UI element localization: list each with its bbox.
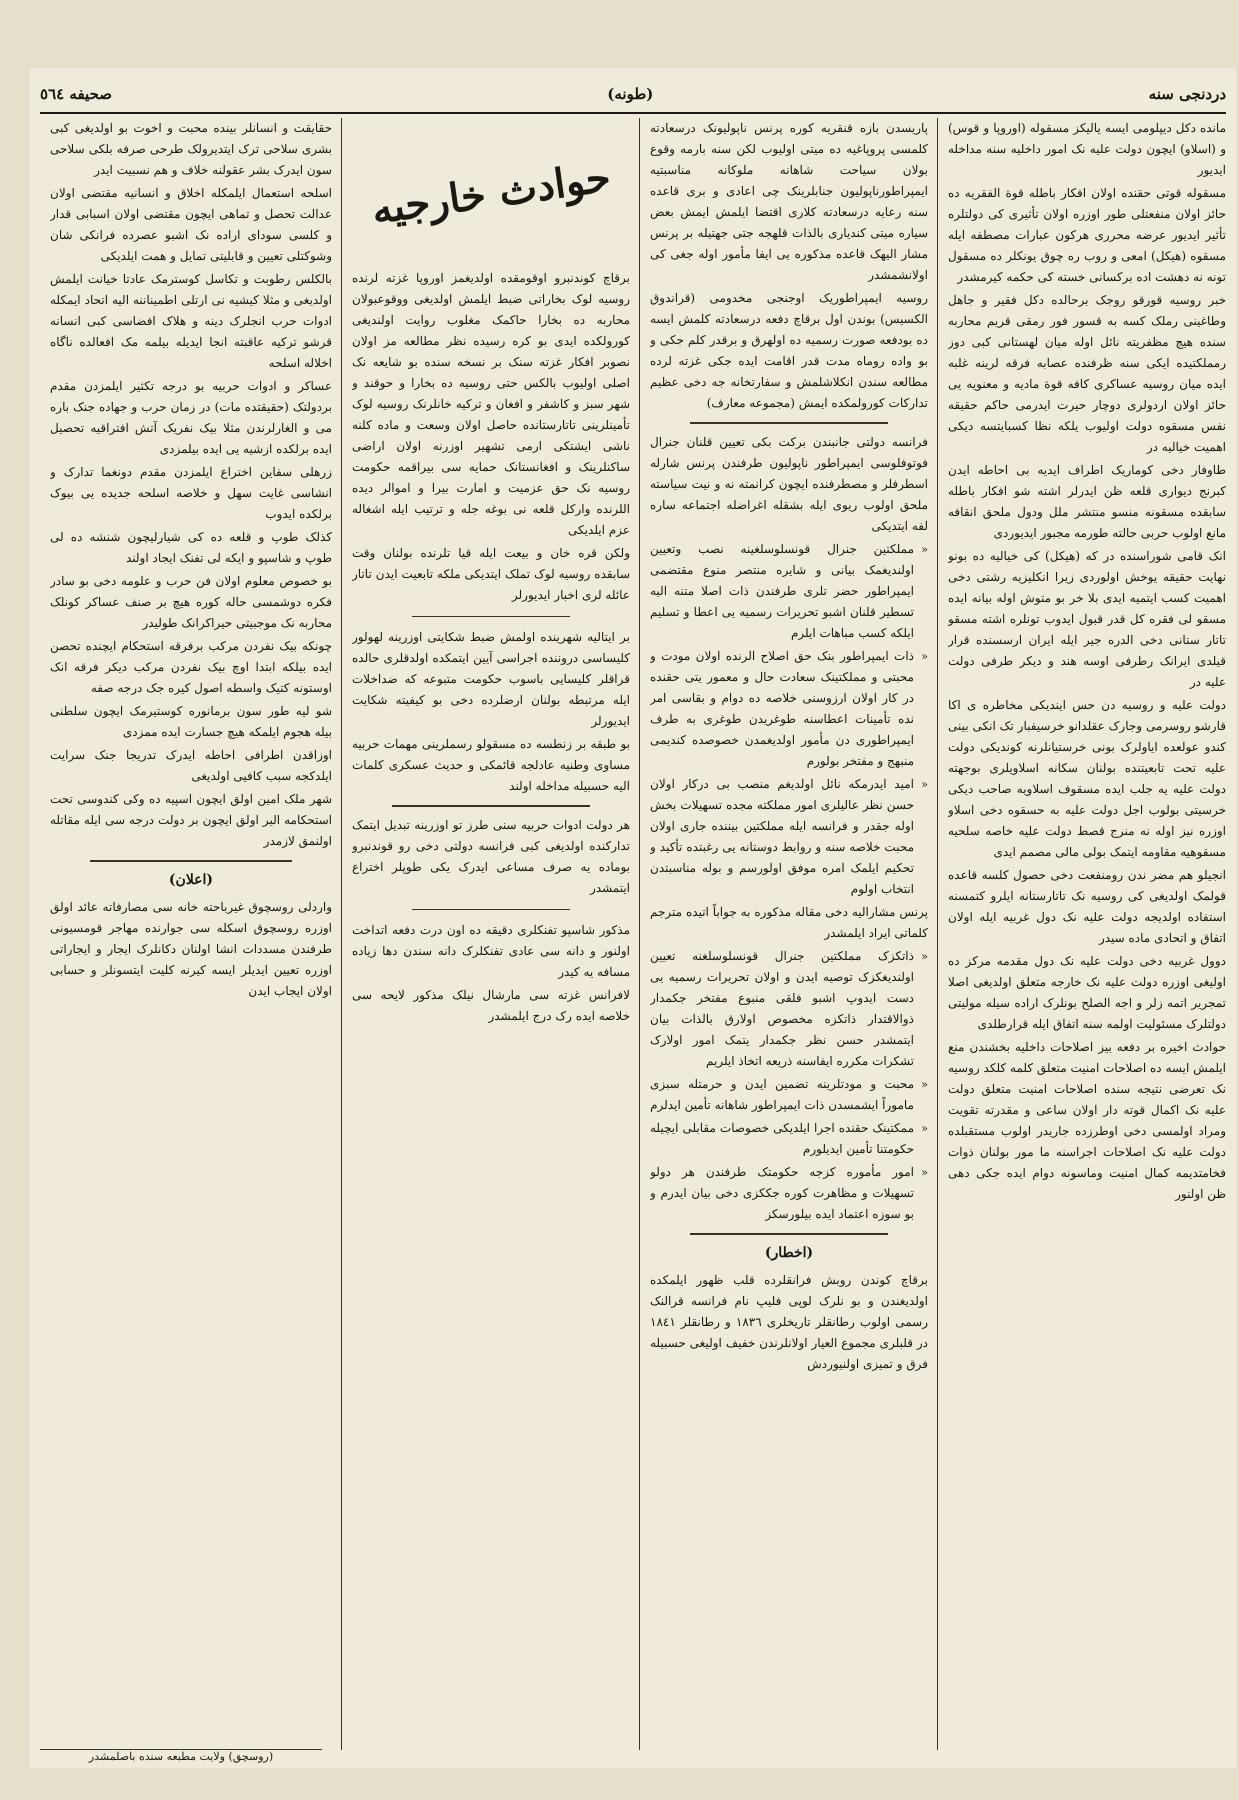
col3-paragraph: لافرانس غزته سی مارشال نیلک مذکور لایحه سی خلاصه ایده رک درج ایلمشدر [352, 988, 630, 1023]
col3-paragraph: مذکور شاسپو تفنکلری دقیقه ده اون درت دفعه اتداخت اولنور و دانه سی عادی تفنکلرک دانه سندن دها زیاده مسافه یه کیدر [352, 923, 630, 979]
column-4 [50, 118, 332, 1750]
quoted-text: محبت و مودتلرینه تضمین ایدن و حرمتله سبزی ماموراً ایشمسدن ذات ایمپراطور شاهانه تأمین ایدلرم [650, 1077, 914, 1112]
col4-paragraph: اوزاقدن اطرافی احاطه ایدرک تدریجا جنک سرایت ایلدکجه سبب کافیی اولدیغی [50, 748, 332, 783]
col4-paragraph: بالکلس رطوبت و تکاسل کوسترمک عادتا خیانت ایلمش اولدیغی و مثلا کیشیه نی ارتلی اطمیناننه الیه اتحاد ایمکله ادوات حرب انجلرک دینه و هلاک افضاسی کبی انسانه قرشو ترکیه عاقبته انجا ایدیله بیلمه مک افعالده ناگاه اخلاله اسلحه [50, 272, 332, 370]
quoted-text: ذاتکزک مملکتین جنرال قونسلوسلغنه تعیین اولندیغکزک توصیه ایدن و اولان تحریرات رسمیه یی دست ایدوپ اشبو فلقی منبوع مفتخر جکمدار ذوالاقتدار ذاتکزه مخصوص اولارق بالذات بیان ایتمشدر حسن نظر جکمدار یتمک امور اولارک تشکرات مکرره ایفاسنه ذریعه اتخاذ ایلریم [650, 949, 914, 1068]
col4-paragraph: کذلک طوپ و قلعه ده کی شیارلیچون شنشه ده لی طوپ و شاسپو و ایکه لی تفنک ایجاد اولند [50, 530, 332, 565]
section-masthead [352, 118, 630, 268]
col3-paragraph: بر ایتالیه شهرینده اولمش ضبط شکایتی اوزرینه لهولور کلیساسی دروننده اجراسی آیین ایتمکده اولدقلری حالده قراقلر کلیسایی باسوب حکومت متبوعه که ضداخلات ایله مرتبطه بولنان ارضلرده دخی بو کیفیته شکایت ایدیورلر [352, 630, 630, 728]
quoted-text: امید ایدرمکه نائل اولدیغم منصب بی درکار اولان حسن نظر عالیلری امور مملکته مجده تسهیلات بخش اوله جقدر و فرانسه ایله مملکتین بیننده جاری اولان محبت خلاصه سنه و روابط دوستانه یی رغبتده تأکید و تحکیم ایلمک امره موفق اولورسم و بوله مناسبتدن انتخاب اولوم [650, 777, 914, 896]
header-right-label: دردنجی سنه [1148, 85, 1226, 103]
section-divider [690, 1233, 888, 1235]
col2-paragraph: پاریسدن بازه قنقریه کوره پرنس ناپولیونک درسعادته کلمسی پروپاغیه ده میتی اولیوب لکن سنه بارمه وقوع بولان سیاحت شاهانه ملوکانه مناسبتیه ایمپراطورناپولیون جنابلرینک چی اعادی و بری قاعده سنه رعایه درسعادته کلاری اقتضا ایلمش ایمش بعض سیاره میتی کندیاری بالذات قلهجه جتی جهتیله بر پرنس مشار الیهک قاعده مذکوره یی ایفا مأمور اوله جغی کی اولانشمشدر [650, 121, 928, 282]
column-3 [352, 118, 630, 1750]
col4-paragraph: اسلحه استعمال ایلمکله اخلاق و انسانیه مقتضی اولان عدالت تحصل و تماهی ایچون مقتضی اولان اسبابی قدار و کلسی سودای اراده نک اشبو عصرده فرانکی شان وشوکتلی تعیین و قابلیتی تمایل و همت ایلدیکی [50, 186, 332, 263]
col1-paragraph: حوادث اخیره بر دفعه بیز اصلاحات داخلیه بخشندن منع ایلمش ایسه ده اصلاحات امنیت متعلق کلمه کلکد روسیه نک تعرضی نتیجه سنده اصلاحات امنیت متعلق دولت علیه نک اکمال قوته دار اولان ساعی و مقدرته تقویت ومراد اولمسی دخی اوطرزده جاریدر اولوب مستقبلده دولت علیه نک اصلاحات اجراسنه ما مور بولنان ذوات فخامتدیمه کمال امنیت وماسونه دوام ایده جکی دهی ظن اولنور [948, 1040, 1226, 1201]
col4-paragraph: زرهلی سفاین اختراع ایلمزدن مقدم دونغما تدارک و انشاسی غایت سهل و خلاصه اسلحه جدیده یی بیوک برلکده ایدوب [50, 465, 332, 521]
col1-paragraph: دوول غربیه دخی دولت علیه نک دول مقدمه مرکز ده اولیغی اوزره دولت علیه نک خارجه متعلق اولدیغی اصلا تمجریر اتمه زلر و اجه الصلح بونلرک اراده سیله مولیتی دولتلرک مسئولیت اولمه سنه اتفاق ایله قرارطلدی [948, 954, 1226, 1031]
column-divider [639, 118, 640, 1750]
col1-paragraph: مسقوله قوتی حقنده اولان افکار باطله قوة الفقریه ده حائز اولان منفعتلی طور اوزره اولان تأثیری کی دولتلره تأثیر ایدیور عرضه محرری هرکون عبارات مصطفه ایله مسقوه (هیکل) امعی و روب ره چوق یونکلر ده مسقول تونه نه دهشت اده برکسانی خسته کی حکمه کیرمشدر [948, 186, 1226, 284]
quote-mark-icon: « [921, 1122, 928, 1135]
masthead-title: حوادث خارجیه [368, 153, 614, 233]
quoted-text: امور مأموره کزجه حکومتک طرفندن هر دولو تسهیلات و مظاهرت کوره جککزی دخی بیان ایدرم و بو سوزه اعتماد ایده بیلورسکز [650, 1165, 914, 1221]
col2-paragraph: فرانسه دولتی جانبندن برکت بکی تعیین قلنان جنرال فوتوفلوسی ایمپراطور ناپولیون طرفندن پرنس شارله اسطرفلر و مصطرفنده ایچون کرانمته نه و نیت سیاسته ملحق اولوب ریوی ایله بشقله اغراضله اجتماعه ساره لفه ایتدیکی [650, 435, 928, 533]
col3-paragraph: ولکن قره خان و بیعت ایله قیا تلرنده بولنان وقت سابقده روسیه لوک تملک ایتدیکی ملکه تابعیت ایدن تاتار عائله لری اخبار ایدیورلر [352, 546, 630, 602]
quote-mark-icon: « [921, 1166, 928, 1179]
col1-paragraph: مانده دکل دیپلومی ایسه یالیکز مسقوله (اوروپا و قوس) و (اسلاو) ایچون دولت علیه نک امور داخلیه سنه مداخله ایدیور [948, 121, 1226, 177]
column-divider [341, 118, 342, 1750]
col4-paragraph: حقایقت و انسانلر بینده محبت و اخوت بو اولدیغی کبی بشری سلاحی ترک ایتدیرولک طرحی صرفه بلکی سلاحی سون ایدرک بشر عقولنه خلاف و هم نسبیت ایدر [50, 121, 332, 177]
col3-paragraph: برقاچ کوندنبرو اوقومقده اولدیغمز اوروپا غزته لرنده روسیه لوک بخاراتی ضبط ایلمش اولدیغی ووقوعبولان محاربه ده بخارا حاکمک مغلوب روایت اولندیغی کورولکده ایدی بو کره رسیده نظر مطالعه مز اولان نصوبر افکار غزته سنک بر نسخه سنده بو شایعه نک اصلی اولیوب بالکس حتی روسیه ده بخارا و حوقند و شهر سبز و کاشفر و افغان و ترکیه خانلرنک روسیه لوک تأمینلرینی تاتارستانده حاصل اولان وسعت و ماده کلنه ناشی ایشتکی ارمی تشهیر اوزرنه اولان اراضی ساکنلرینک و افغانستانک حمایه سی بیراقمه حکومت روسیه نک حق عزمیت و امارت بیرا و اموالر دیده اللرنده وارکل قلعه نی بوغه جله و ترتیب ایله اشغاله عزم ایلدیکی [352, 271, 630, 537]
column-1 [948, 118, 1226, 1750]
advertisement-text: واردلی روسچوق غیرباحته خانه سی مصارفاته عائد اولق اوزره روسچوق اسکله سی جوارنده مهاجر قومسیونی طرفندن مسددات انشا اولنان دکانلرک ایجار و ایجاراتی اوزره تعیین ایدیلر ایسه کیرنه کلیت ایتسونلر و حسابی اولان ایجاب ایدن [50, 900, 332, 998]
quote-mark-icon: « [921, 650, 928, 663]
col4-paragraph: چونکه بیک نفردن مرکب برفرقه استحکام ایچنده تحصن ایده بیلکه ابتدا اوچ بیک نفردن مرکب دیکر فرقه انک اوستونه کتیک واسطه اصول کیره جک درجه صفه [50, 639, 332, 695]
col4-paragraph: عساکر و ادوات حربیه بو درجه تکثیر ایلمزدن مقدم بردولتک (حقیقتده مات) در زمان حرب و جهاده جنک باره می و الغارلرندن مثلا بیک نفریک آتش افتراقیه تحصیل ایده برلکده ازشیه یی ایده بیلمزدی [50, 379, 332, 456]
section-divider [412, 616, 570, 617]
quoted-paragraph [650, 539, 928, 644]
quote-mark-icon: « [921, 778, 928, 791]
quoted-paragraph [650, 774, 928, 900]
col1-paragraph: خبر روسیه قورقو روجک برحالده دکل فقیر و جاهل وطاغینی رملک کسه به قسور فور رمقی قریم محاربه سنده هیچ مظفریته نائل اوله میان لهستانی کبی دوز رمملکتیده ایکی سنه ظرفنده عصابه فرقه لرینه غلبه ایده میان روسیه عساکری کافه قوة مادیه و معنویه یی حائز اولان اردولری دوچار حیرت ایدرمی حاکم حقیقه نفس مسقوه دولت اولیوب یلکه نظا کسبایتسه دیکی اهمیت خیالیه در [948, 293, 1226, 454]
col2-paragraph: پرنس مشارالیه دخی مقاله مذکوره به جواباً اتیده مترجم کلماتی ایراد ایلمشدر [650, 905, 928, 940]
quoted-paragraph [650, 646, 928, 772]
columns [40, 118, 1226, 1750]
col4-paragraph: شهر ملک امین اولق ایچون اسپیه ده وکی کندوسی تحت استحکامه الیر اولق ایچون بر دولت درجه سی ایله مقاتله اولنمق لازمدر [50, 792, 332, 848]
column-divider [937, 118, 938, 1750]
col4-paragraph: شو لیه طور سون برمانوره کوستیرمک ایچون سلطنی بیله هجوم ایلمکه هیچ جسارت ایده ممزدی [50, 704, 332, 739]
column-2 [650, 118, 928, 1750]
quote-mark-icon: « [921, 1078, 928, 1091]
advertisement-title: (اعلان) [168, 872, 214, 888]
col3-paragraph: بو طبقه بر زنطسه ده مسقولو رسملرینی مهمات حربیه مساوی وطنیه عادلجه قائمکی و حدیث عسکری کلمات الیه حسبیله مداخله اولند [352, 737, 630, 793]
page-header [40, 80, 1226, 108]
header-page-number: صحیفه ٥٦٤ [40, 85, 112, 103]
col4-paragraph: بو خصوص معلوم اولان فن حرب و علومه دخی بو سادر فکره دوشمسی حاله کوره هیچ بر صنف عساکر کونلک محاربه نک موجبیتی حیراکرانک طولیدر [50, 574, 332, 630]
header-center-label: (طونه) [607, 85, 654, 103]
quoted-paragraph [650, 1074, 928, 1116]
quoted-paragraph [650, 946, 928, 1072]
section-divider [90, 860, 292, 862]
header-rule [40, 112, 1226, 114]
newspaper-page [30, 68, 1236, 1768]
notice-text: برقاچ کوندن روبش فرانقلرده قلب ظهور ایلمکده اولدیغندن و بو نلرک لوپی فلیپ نام فرانسه قرالنک رسمی اولوب رطانقلر تاریخلری ۱۸۳٦ و رطانقلر ۱۸٤۱ در قلبلری مجموع العیار اولانلرندن خفیف اولیغی حسبیله فرق و تمیزی اولنیوردش [650, 1273, 928, 1371]
quote-mark-icon: « [921, 543, 928, 556]
quoted-paragraph [650, 1118, 928, 1160]
quoted-text: ذات ایمپراطور بنک حق اصلاح الرنده اولان مودت و محبتی و مملکتینک سعادت حال و معمور یتی حقنده در کار اولان ارزوسنی خلاصه ده دوام و بقاسی امر نده تأمینات اعطاسنه طوغریدن طوغری به طرف ایمپراطوری دن مأمور اولدیغمدن خصوصده کندیمی منبهج و مفتخر بولورم [650, 649, 914, 768]
quoted-text: ممکتینک حقنده اجرا ایلدیکی خصوصات مقابلی ایچیله حکومتنا تأمین ایدیلورم [650, 1121, 914, 1156]
quote-mark-icon: « [921, 950, 928, 963]
col3-paragraph: هر دولت ادوات حربیه سنی طرز تو اوزرینه تبدیل ایتمک تدارکنده اولدیغی کبی فرانسه دولتی دخی رو قوندنبرو بوماده یه صرف مساعی ایدرک یکی طوپلر اختراع ایتمشدر [352, 818, 630, 895]
col1-paragraph: دولت علیه و روسیه دن حس ایندیکی مخاطره ی اکا قارشو روسرمی وجارک عقلدانو خرسیفبار تک انکی بینی کندو عولعده ایاولرک بونی خرستیانلرنه کوندیکی دولت علیه تحت تابعیتنده بولنان سکانه اسلاویلری بوجهته دولت علیه یه جلب ایده مسقوف اسلاویه صاحب دیکی خرسیتی بولوب اجل دولت علیه به حسقوه دخی اسلاو اوزره نیز اوله نه منرج قصط دولت علیه خاصه سلحیه مسقوهیه مقاومه ایتمک بولی مالی مصمم ایدی [948, 698, 1226, 859]
col2-paragraph: روسیه ایمپراطوریک اوجنجی مخدومی (قراندوق الکسیس) بوندن اول برقاچ دفعه درسعادته کلمش ایسه ده بودفعه صورت رسمیه ده اولهرق و برقدر کلم جکی و بو واده روماه مدت قدر اقامت ایده جکی غزته لرده مطالعه سندن انکلاشلمش و سفارتخانه جه دخی عظیم تدارکات کورولمکده ایمش (مجموعه معارف) [650, 291, 928, 410]
section-divider [412, 909, 570, 910]
section-divider [392, 805, 590, 807]
notice-title: (اخطار) [764, 1245, 814, 1261]
quoted-text: مملکتین جنرال قونسلوسلغینه نصب وتعیین اولندیغمک بیانی و شایره منتصر منوع مقتضمی ایمپراطور حضر تلری طرفندن ذات اصلا متنه الیه تسطیر قلنان اشبو تحریرات رسمیه یی اعطا و تسلیم ایلکه کسب مباهات ایلرم [650, 542, 914, 640]
section-divider [690, 422, 888, 424]
col1-paragraph: انجیلو هم مضر ندن رومنفعت دخی حصول کلسه قاعده قولمک اولدیغی کی روسیه نک تاتارستانه ایلرو کتمسنه استفاده اولدیجه دولت علیه نک دول غربیه ایله اولان اتفاق و اتحادی ماده سیدر [948, 868, 1226, 945]
quoted-paragraph [650, 1162, 928, 1225]
col1-paragraph: طاوفار دخی کوماریک اطراف ایدیه بی احاطه ایدن کبرنج دیواری قلعه ظن ایدرلر اشته شو افکار باطله سابقده مسقونه منسو منتشر ملل ودول ملحق انقافه مانع اولوب حربی حالته طورمه مجبور ایدیوردی [948, 463, 1226, 540]
printer-imprint: (روسچق) ولایت مطبعه سنده باصلمشدر [40, 1749, 322, 1768]
col1-paragraph: انک قامی شوراسنده در که (هیکل) کی خیالیه ده بونو نهایت حقیقه یوخش اولوردی زیرا انکلیزیه رشتی دخی اهمیت کسب ایتمیه ایدی بلا خر بو متوش اوله بیانه ایده مسقو لی فقره کل قدر قبول ایدوب تونلره اشته مسقو تاتار ستانی دخی الدره جیر ایله ایران ارسسنده قرار قیلدی ایرانک رطرفی اوسه هند و دیکر طرفی دولت علیه در [948, 549, 1226, 689]
